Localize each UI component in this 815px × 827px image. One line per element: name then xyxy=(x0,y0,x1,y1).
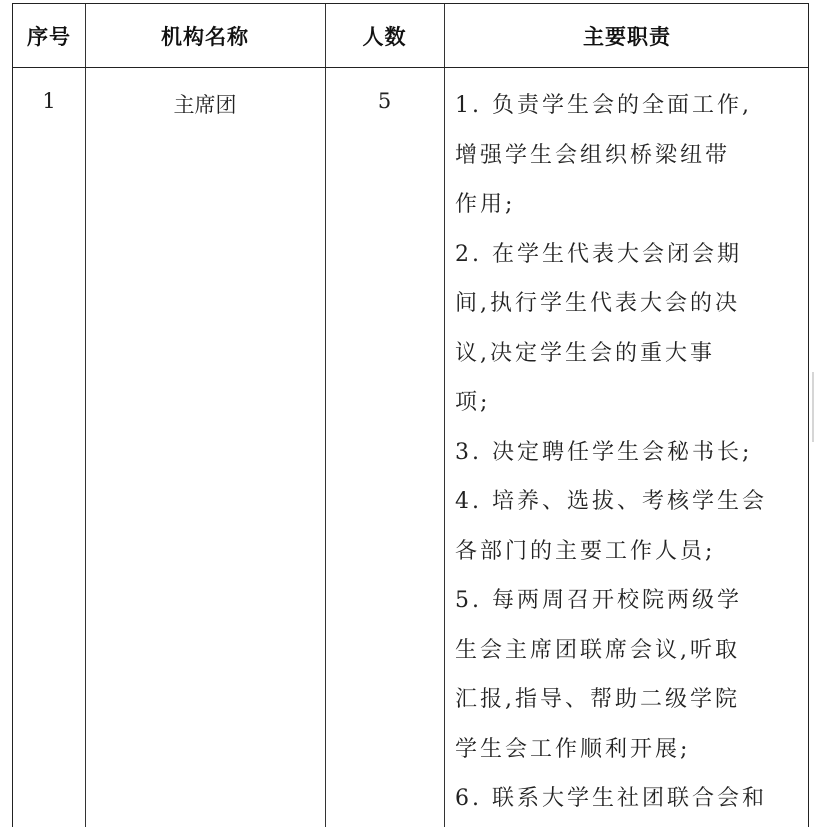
duty-line: 3. 决定聘任学生会秘书长; xyxy=(455,439,753,465)
duties-table xyxy=(12,3,809,827)
row-1-duties xyxy=(455,81,807,824)
duty-line: 作用; xyxy=(455,192,516,217)
header-index: 序号 xyxy=(27,24,71,49)
duty-line: 汇报,指导、帮助二级学院 xyxy=(455,687,740,712)
duty-line: 6. 联系大学生社团联合会和 xyxy=(455,786,767,811)
duty-line: 5. 每两周召开校院两级学 xyxy=(455,588,742,613)
page-edge-mark xyxy=(812,372,814,442)
column-divider-1 xyxy=(85,4,86,827)
duty-line: 学生会工作顺利开展; xyxy=(455,736,691,762)
duty-line: 4. 培养、选拔、考核学生会 xyxy=(455,489,767,514)
column-divider-3 xyxy=(444,4,445,827)
duty-line: 生会主席团联席会议,听取 xyxy=(455,637,740,663)
duty-line: 2. 在学生代表大会闭会期 xyxy=(455,241,742,267)
column-divider-2 xyxy=(325,4,326,827)
header-count: 人数 xyxy=(362,24,407,49)
duty-line: 各部门的主要工作人员; xyxy=(455,538,716,564)
duty-line: 1. 负责学生会的全面工作, xyxy=(455,93,752,118)
duty-line: 间,执行学生代表大会的决 xyxy=(455,291,740,316)
header-org-name: 机构名称 xyxy=(161,24,249,49)
duty-line: 项; xyxy=(455,390,491,415)
header-duties: 主要职责 xyxy=(583,24,671,49)
row-1-org-name: 主席团 xyxy=(173,93,237,117)
row-1-count: 5 xyxy=(377,89,392,113)
header-divider xyxy=(13,67,808,68)
row-1-index: 1 xyxy=(42,89,56,113)
duty-line: 增强学生会组织桥梁纽带 xyxy=(455,142,731,168)
duty-line: 议,决定学生会的重大事 xyxy=(455,340,715,366)
